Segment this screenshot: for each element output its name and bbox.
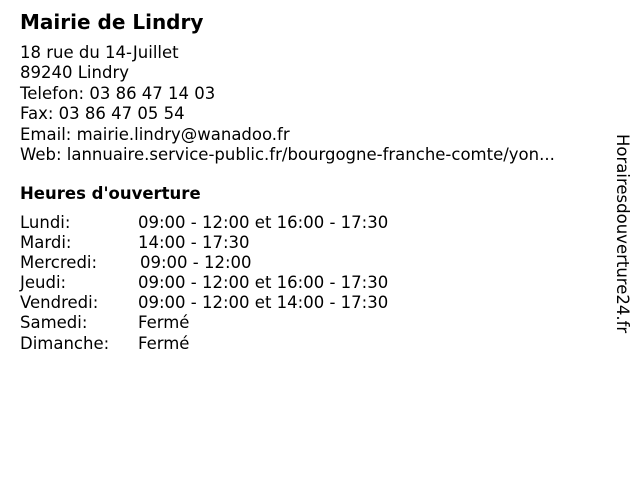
day-label: Mardi: (20, 233, 72, 253)
phone-number: Telefon: 03 86 47 14 03 (20, 83, 216, 103)
hours-row-mardi (20, 233, 580, 253)
time-value: 09:00 - 12:00 et 14:00 - 17:30 (138, 293, 389, 313)
hours-row-jeudi (20, 273, 580, 293)
hours-table (20, 213, 580, 354)
fax-number: Fax: 03 86 47 05 54 (20, 104, 185, 124)
day-label: Mercredi: (20, 253, 98, 273)
hours-row-lundi (20, 213, 580, 233)
time-value: Fermé (138, 313, 190, 333)
day-label: Dimanche: (20, 333, 110, 353)
site-watermark: Horairesdouverture24.fr (613, 134, 632, 334)
day-label: Samedi: (20, 313, 88, 333)
time-value: 09:00 - 12:00 et 16:00 - 17:30 (138, 213, 389, 232)
day-label: Vendredi: (20, 293, 99, 313)
time-value: 09:00 - 12:00 et 16:00 - 17:30 (138, 273, 389, 293)
contact-block (20, 43, 555, 165)
website-url: Web: lannuaire.service-public.fr/bourgogne-franche-comte/yon... (20, 144, 555, 164)
day-label: Jeudi: (20, 273, 67, 293)
watermark-container (612, 134, 636, 374)
address-city: 89240 Lindry (20, 63, 129, 83)
time-value: 09:00 - 12:00 (140, 253, 252, 273)
hours-row-dimanche (20, 334, 580, 354)
hours-heading: Heures d'ouverture (20, 184, 201, 203)
email-address: Email: mairie.lindry@wanadoo.fr (20, 124, 290, 144)
time-value: Fermé (138, 333, 190, 353)
page-title: Mairie de Lindry (20, 10, 204, 34)
address-street: 18 rue du 14-Juillet (20, 43, 179, 62)
hours-row-vendredi (20, 293, 580, 313)
time-value: 14:00 - 17:30 (138, 233, 250, 253)
day-label: Lundi: (20, 213, 71, 232)
hours-row-samedi (20, 313, 580, 333)
hours-row-mercredi (20, 253, 580, 273)
